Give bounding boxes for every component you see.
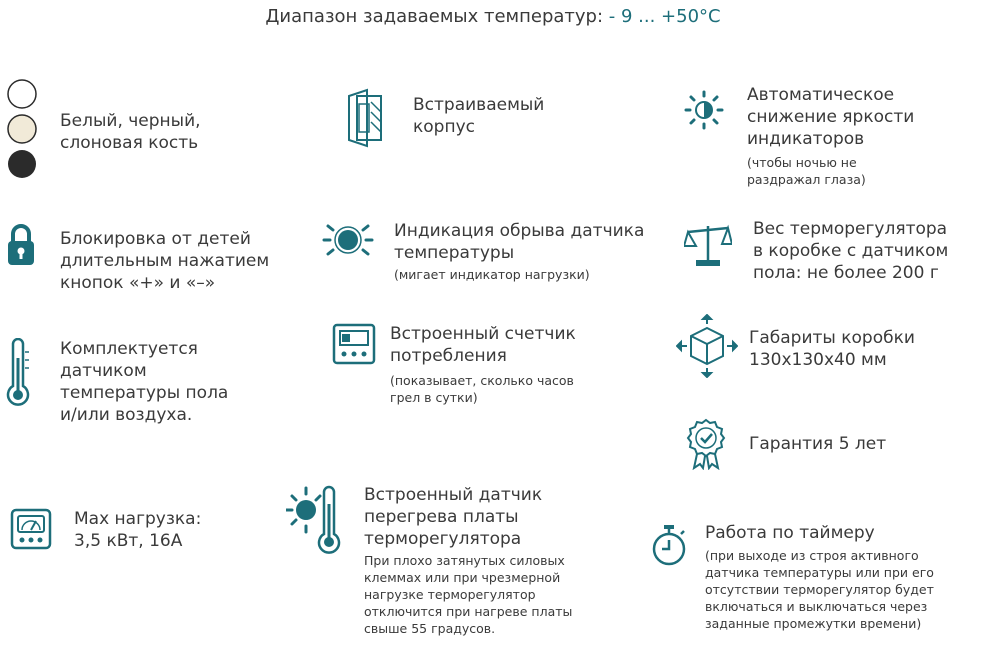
- indicator-light-icon: [322, 220, 374, 260]
- scales-icon: [684, 222, 732, 268]
- feature-child-lock: Блокировка от детей длительным нажатием кнопок «+» и «–»: [60, 229, 270, 293]
- sun-thermometer-icon: [286, 484, 348, 554]
- built-in-box-icon: [345, 86, 385, 150]
- feature-colors: Белый, черный, слоновая кость: [60, 111, 201, 153]
- thermometer-icon: [6, 338, 30, 408]
- display-meter-icon: [332, 322, 376, 366]
- warranty-badge-icon: [686, 418, 726, 470]
- padlock-icon: [6, 222, 36, 268]
- brightness-icon: [684, 90, 724, 130]
- feature-weight: Вес терморегулятора в коробке с датчиком пола: не более 200 г: [753, 219, 949, 283]
- feature-sensor-break: Индикация обрыва датчика температуры: [394, 221, 645, 263]
- title-text: Диапазон задаваемых температур:: [265, 6, 604, 27]
- feature-warranty: Гарантия 5 лет: [749, 434, 887, 454]
- title-range: - 9 ... +50°C: [608, 6, 721, 27]
- feature-auto-brightness-note: (чтобы ночью не раздражал глаза): [747, 155, 866, 187]
- stopwatch-icon: [650, 524, 688, 568]
- box-dimensions-icon: [676, 314, 738, 378]
- feature-built-in: Встраиваемый корпус: [413, 95, 545, 137]
- page-title: [0, 6, 986, 27]
- feature-max-load: Max нагрузка: 3,5 кВт, 16А: [74, 509, 202, 551]
- feature-overheat: Встроенный датчик перегрева платы терморегулятора: [364, 485, 543, 549]
- feature-meter-note: (показывает, сколько часов грел в сутки): [390, 373, 574, 405]
- power-meter-icon: [10, 508, 52, 550]
- feature-meter: Встроенный счетчик потребления: [390, 324, 576, 366]
- color-swatches-icon: [4, 78, 40, 188]
- feature-sensor-included: Комплектуется датчиком температуры пола и/или воздуха.: [60, 339, 229, 425]
- feature-timer-note: (при выходе из строя активного датчика температуры или при его отсутствии терморегулятор будет включаться и выключаться через заданные промежутки времени): [705, 548, 934, 631]
- feature-sensor-break-note: (мигает индикатор нагрузки): [394, 267, 590, 282]
- feature-timer: Работа по таймеру: [705, 523, 875, 543]
- feature-auto-brightness: Автоматическое снижение яркости индикаторов: [747, 85, 915, 149]
- feature-box-size: Габариты коробки 130х130х40 мм: [749, 328, 915, 370]
- feature-overheat-note: При плохо затянутых силовых клеммах или при чрезмерной нагрузке терморегулятор отключится при нагреве платы свыше 55 градусов.: [364, 553, 573, 636]
